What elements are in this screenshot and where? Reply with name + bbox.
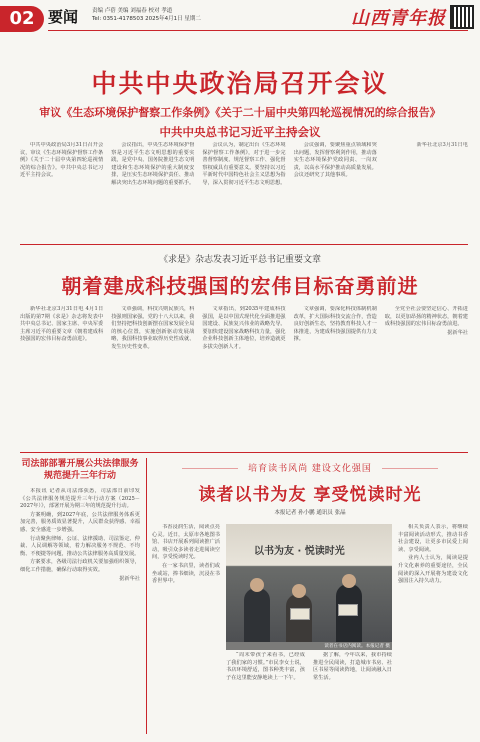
photo-person [342,574,356,588]
reading-mid-body [226,652,392,734]
second-column: 新华社北京3月31日电 4月1日出版的第7期《求是》杂志将发表中共中央总书记、国家主席、中央军委主席习近平的重要文章《朝着建成科技强国的宏伟目标奋勇前进》。 [20,306,104,343]
photo-person [250,578,264,592]
lead-column: 会议认为，制定出台《生态环境保护督察工作条例》，对于进一步完善督察制度、规范督察工作、强化督察权威具有重要意义。要坚持以习近平新时代中国特色社会主义思想为指导，深入贯彻习近平生态文明思想。 [202,142,286,186]
second-headline: 朝着建成科技强国的宏伟目标奋勇前进 [61,274,419,298]
second-column: 文章强调，科技兴则民族兴，科技强则国家强。党的十八大以来，我们坚持把科技创新摆在国家发展全局的核心位置，实施创新驱动发展战略，我国科技事业取得历史性成就、发生历史性变革。 [111,306,195,350]
photo-person [292,584,306,598]
lead-column: 新华社北京3月31日电 [416,142,468,148]
reading-left-body [152,524,220,734]
lead-subheadline: 审议《生态环境保护督察工作条例》《关于二十届中央第四轮巡视情况的综合报告》 [39,106,441,119]
reading-banner: 培育读书风尚 建设文化强国 [152,461,468,477]
reading-photo [226,524,392,642]
sidebar-byline: 据新华社 [119,575,140,582]
second-column: 文章强调，要深化科技体制机制改革，扩大国际科技交流合作，营造良好创新生态，坚持教育科技人才一体推进，为建成科技强国提供有力支撑。 [293,306,377,343]
paper-logo: 山西青年报 [351,8,446,29]
reading-column: “周末带孩子来看书，已经成了我们家的习惯。”市民李女士说，书店环境舒适，图书种类丰富，孩子在这里能安静地读上一下午。 [226,652,305,681]
second-column: 全党全社会要坚定信心、开拓进取，以更加昂扬的精神状态，朝着建成科技强国的宏伟目标奋勇前进。 据新华社 [384,306,468,336]
reading-kicker: 本报记者 孙小鹏 通讯员 张晶 [274,510,346,516]
second-byline: 据新华社 [447,329,468,336]
second-kicker: 《求是》杂志发表习近平总书记重要文章 [158,255,321,265]
divider [146,458,147,734]
reading-right-body [398,524,468,734]
reading-headline: 读者以书为友 享受悦读时光 [198,485,422,505]
lead-column: 会议强调，要聚焦重点领域和突出问题，发挥督察利剑作用，推动落实生态环境保护党政同责、一岗双责，以高水平保护推动高质量发展。会议还研究了其他事项。 [293,142,377,179]
reading-column: 据了解，今年以来，我市持续推进全民阅读，打造城市书房、社区书屋等阅读阵地，让阅读融入日常生活。 [313,652,392,681]
lead-column: 会议指出，中央生态环境保护督察是习近平生态文明思想的重要实践，是党中央、国务院推进生态文明建设和生态环境保护的重大制度安排，是压实生态环境保护责任、推动解决突出生态环境问题的重要抓手。 [111,142,195,186]
photo-caption: 读者在书店内阅读。本报记者 摄 [226,642,392,650]
qr-code-icon [450,5,474,29]
photo-book [338,604,358,616]
sidebar-title: 司法部部署开展公共法律服务规范提升三年行动 [21,459,139,481]
masthead [0,0,480,40]
masthead-meta [92,7,201,23]
masthead-meta-line1: 责编 卢蓓 美编 刘福春 校对 孝道 [92,8,173,14]
section-name: 要闻 [48,8,79,26]
sidebar-body: 本报讯 记者从司法部获悉，司法部日前印发《公共法律服务规范提升三年行动方案（2025－2027年）》，部署开展为期三年的规范提升行动。 方案明确，到2027年底，公共法律服务体系更加完善，服务质效显著提升，人民群众获得感、幸福感、安全感进一步增强。 行动聚焦律师、公证、法律援助、司法鉴定、仲裁、人民调解等领域，着力解决服务不规范、不均衡、不便捷等问题，推动公共法律服务高质量发展。 方案要求，各级司法行政机关要加强组织领导，细化工作措施，确保行动取得实效。 据新华社 [20,488,140,582]
divider [20,452,468,453]
photo-person [244,588,270,642]
photo-sign: 以书为友 · 悦读时光 [254,546,345,557]
masthead-rule [48,30,468,31]
lead-headline: 中共中央政治局召开会议 [91,69,389,98]
page-number: 02 [0,6,44,32]
second-body [20,306,468,446]
lead-column: 中共中央政治局3月31日召开会议，审议《生态环境保护督察工作条例》《关于二十届中央第四轮巡视情况的综合报告》。中共中央总书记习近平主持会议。 [20,142,104,179]
reading-column: 书香浸润生活，阅读点亮心灵。近日，太原市各地图书馆、书店开展系列阅读推广活动，吸引众多读者走进阅读空间，享受悦读时光。 在一家书店里，读者们或坐或站，捧书细读，沉浸在书香世界中。 [152,524,220,585]
lead-deck: 中共中央总书记习近平主持会议 [159,125,321,139]
divider [20,244,468,245]
sidebar-story [20,458,140,734]
photo-book [290,608,310,620]
lead-body [20,142,468,240]
reading-column: 相关负责人表示，将继续丰富阅读活动形式，推动书香社会建设，让更多市民爱上阅读、享受阅读。 业内人士认为，阅读是提升文化素养的重要途径，全民阅读的深入开展将为建设文化强国注入持久动力。 [398,524,468,585]
second-column: 文章指出，到2035年建成科技强国，是以中国式现代化全面推进强国建设、民族复兴伟业的战略先导。要加快建设国家战略科技力量，强化企业科技创新主体地位，培养造就更多拔尖创新人才。 [202,306,286,350]
masthead-meta-line2: Tel: 0351-4178503 2025年4月1日 星期二 [92,16,201,22]
